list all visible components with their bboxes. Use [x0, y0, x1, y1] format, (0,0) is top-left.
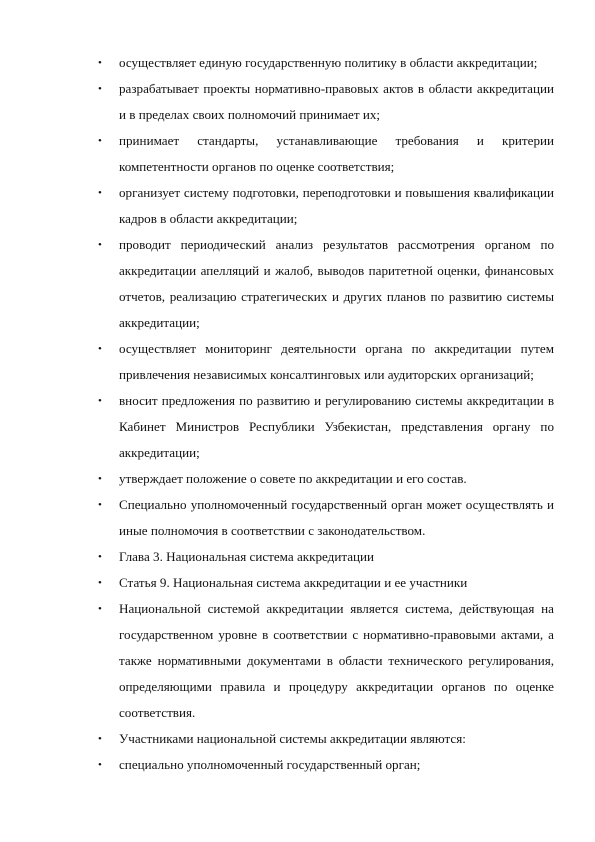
list-item	[98, 726, 554, 752]
list-item-text: утверждает положение о совете по аккредитации и его состав.	[119, 471, 467, 486]
bullet-icon: •	[98, 83, 102, 95]
list-item	[98, 752, 554, 778]
bullet-icon: •	[98, 733, 102, 745]
list-item	[98, 492, 554, 544]
chapter-heading	[98, 544, 554, 570]
list-item-text: разрабатывает проекты нормативно-правовых актов в области аккредитации и в пределах своих полномочий принимает их;	[119, 81, 554, 122]
list-item-text: Статья 9. Национальная система аккредитации и ее участники	[119, 575, 468, 590]
list-item-text: Национальной системой аккредитации является система, действующая на государственном уровне в соответствии с нормативно-правовыми актами, а также нормативными документами в области технического регулирования, определяющими правила и процедуру аккредитации органов по оценке соответствия.	[119, 601, 554, 720]
bullet-icon: •	[98, 603, 102, 615]
bullet-list	[98, 50, 554, 778]
list-item	[98, 596, 554, 726]
article-heading	[98, 570, 554, 596]
bullet-icon: •	[98, 343, 102, 355]
bullet-icon: •	[98, 759, 102, 771]
bullet-icon: •	[98, 239, 102, 251]
list-item-text: осуществляет мониторинг деятельности органа по аккредитации путем привлечения независимых консалтинговых или аудиторских организаций;	[119, 341, 554, 382]
list-item-text: Участниками национальной системы аккредитации являются:	[119, 731, 466, 746]
list-item-text: проводит периодический анализ результатов рассмотрения органом по аккредитации апелляций и жалоб, выводов паритетной оценки, финансовых отчетов, реализацию стратегических и других планов по развитию системы аккредитации;	[119, 237, 554, 330]
list-item-text: специально уполномоченный государственный орган;	[119, 757, 421, 772]
bullet-icon: •	[98, 187, 102, 199]
list-item-text: Специально уполномоченный государственный орган может осуществлять и иные полномочия в соответствии с законодательством.	[119, 497, 554, 538]
list-item-text: принимает стандарты, устанавливающие требования и критерии компетентности органов по оценке соответствия;	[119, 133, 554, 174]
list-item	[98, 336, 554, 388]
list-item	[98, 180, 554, 232]
list-item	[98, 388, 554, 466]
list-item-text: организует систему подготовки, переподготовки и повышения квалификации кадров в области аккредитации;	[119, 185, 554, 226]
bullet-icon: •	[98, 577, 102, 589]
bullet-icon: •	[98, 473, 102, 485]
bullet-icon: •	[98, 551, 102, 563]
list-item	[98, 76, 554, 128]
list-item-text: вносит предложения по развитию и регулированию системы аккредитации в Кабинет Министров Республики Узбекистан, представления органу по аккредитации;	[119, 393, 554, 460]
bullet-icon: •	[98, 57, 102, 69]
list-item-text: Глава 3. Национальная система аккредитации	[119, 549, 375, 564]
bullet-icon: •	[98, 395, 102, 407]
bullet-icon: •	[98, 499, 102, 511]
list-item	[98, 232, 554, 336]
list-item	[98, 128, 554, 180]
list-item-text: осуществляет единую государственную политику в области аккредитации;	[119, 55, 538, 70]
list-item	[98, 50, 554, 76]
bullet-icon: •	[98, 135, 102, 147]
list-item	[98, 466, 554, 492]
